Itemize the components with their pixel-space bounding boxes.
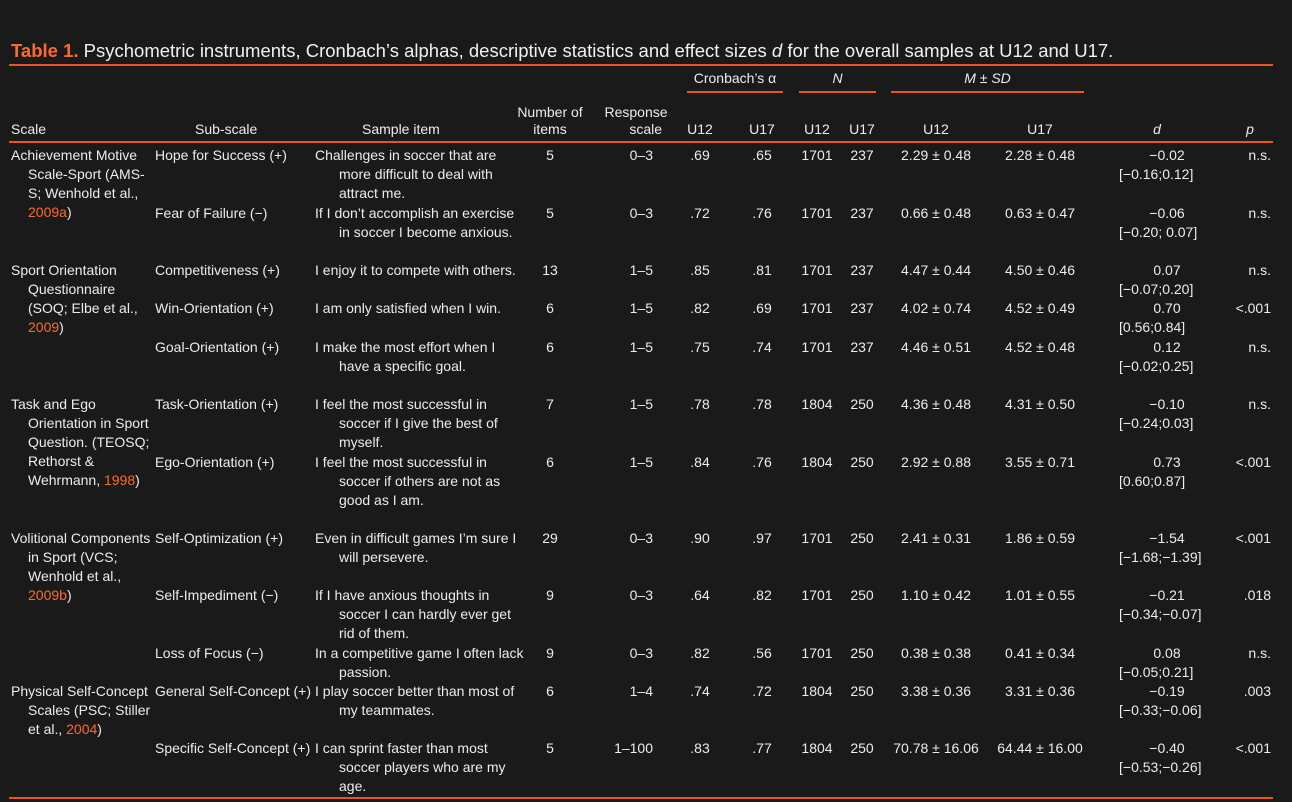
effect-size-cell <box>1112 204 1222 242</box>
scale-name: Physical Self-Concept Scales (PSC; Stiller et al., <box>11 683 151 737</box>
n-u12-cell: 1701 <box>801 530 833 546</box>
header-p: p <box>1246 121 1254 137</box>
number-of-items-cell: 5 <box>546 147 554 163</box>
scale-reference-link[interactable]: 2009a <box>28 204 67 220</box>
table-caption <box>11 40 1281 62</box>
alpha-u17-cell: .65 <box>752 147 772 163</box>
header-number-of-items-line1: Number of <box>517 104 583 120</box>
effect-size-cell <box>1112 338 1222 376</box>
m-sd-u12-cell: 4.02 ± 0.74 <box>901 300 971 316</box>
effect-size-d: −1.54 <box>1149 530 1185 546</box>
header-rule <box>9 141 1273 143</box>
response-scale-cell: 0–3 <box>629 205 653 221</box>
alpha-u17-cell: .76 <box>752 205 772 221</box>
n-u17-cell: 237 <box>850 205 874 221</box>
rule-m-sd <box>891 91 1084 93</box>
sample-item-cell: I feel the most successful in soccer if others are not as good as I am. <box>315 454 501 508</box>
effect-size-cell <box>1112 299 1222 337</box>
sample-item-cell: I feel the most successful in soccer if I give the best of myself. <box>315 396 498 450</box>
scale-cell-soq <box>11 261 156 337</box>
scale-name: Sport Orientation Questionnaire (SOQ; Elbe et al., <box>11 262 138 316</box>
m-sd-u12-cell: 2.41 ± 0.31 <box>901 530 971 546</box>
header-alpha-u17: U17 <box>749 121 775 137</box>
scale-cell-vcs <box>11 529 156 605</box>
number-of-items-cell: 13 <box>542 262 558 278</box>
header-subscale: Sub-scale <box>195 121 258 137</box>
alpha-u17-cell: .72 <box>752 683 772 699</box>
m-sd-u17-cell: 0.41 ± 0.34 <box>1005 645 1075 661</box>
m-sd-u17-cell: 4.52 ± 0.48 <box>1005 339 1075 355</box>
n-u12-cell: 1701 <box>801 147 833 163</box>
scale-name-tail: ) <box>59 319 64 335</box>
top-rule <box>9 64 1273 66</box>
m-sd-u17-cell: 64.44 ± 16.00 <box>997 740 1083 756</box>
effect-size-d: 0.12 <box>1153 339 1181 355</box>
subscale-cell: Loss of Focus (−) <box>155 645 264 661</box>
m-sd-u12-cell: 2.29 ± 0.48 <box>901 147 971 163</box>
number-of-items-cell: 9 <box>546 587 554 603</box>
effect-size-d: 0.73 <box>1153 454 1181 470</box>
alpha-u17-cell: .81 <box>752 262 772 278</box>
scale-name: Task and Ego Orientation in Sport Question. (TEOSQ; Rethorst & Wehrmann, <box>11 396 150 488</box>
response-scale-cell: 0–3 <box>629 147 653 163</box>
p-value-cell: .003 <box>1243 683 1271 699</box>
confidence-interval: [−0.33;−0.06] <box>1119 702 1202 718</box>
m-sd-u12-cell: 1.10 ± 0.42 <box>901 587 971 603</box>
alpha-u17-cell: .77 <box>752 740 772 756</box>
confidence-interval: [−0.24;0.03] <box>1119 415 1194 431</box>
effect-size-cell <box>1112 529 1222 567</box>
effect-size-d: −0.40 <box>1149 740 1185 756</box>
m-sd-u12-cell: 0.66 ± 0.48 <box>901 205 971 221</box>
sample-item-cell: If I have anxious thoughts in soccer I can hardly ever get rid of them. <box>315 587 511 641</box>
response-scale-cell: 0–3 <box>629 530 653 546</box>
p-value-cell: n.s. <box>1248 147 1271 163</box>
confidence-interval: [−0.07;0.20] <box>1119 281 1194 297</box>
effect-size-cell <box>1112 644 1222 682</box>
subscale-cell: Task-Orientation (+) <box>155 396 279 412</box>
header-cronbach-alpha: Cronbach’s α <box>693 70 777 86</box>
alpha-u17-cell: .82 <box>752 587 772 603</box>
p-value-cell: n.s. <box>1248 396 1271 412</box>
header-response-scale-line2: scale <box>629 121 662 137</box>
m-sd-u12-cell: 4.36 ± 0.48 <box>901 396 971 412</box>
confidence-interval: [−1.68;−1.39] <box>1119 549 1202 565</box>
subscale-cell: Fear of Failure (−) <box>155 205 268 221</box>
table-label: Table 1. <box>11 40 79 61</box>
n-u17-cell: 250 <box>850 683 874 699</box>
n-u12-cell: 1701 <box>801 645 833 661</box>
alpha-u17-cell: .76 <box>752 454 772 470</box>
scale-name-tail: ) <box>135 472 140 488</box>
alpha-u12-cell: .83 <box>690 740 710 756</box>
scale-name: Achievement Motive Scale-Sport (AMS-S; Wenhold et al., <box>11 147 145 201</box>
alpha-u12-cell: .72 <box>690 205 710 221</box>
sample-item-cell: If I don’t accomplish an exercise in soccer I become anxious. <box>315 205 515 240</box>
alpha-u12-cell: .85 <box>690 262 710 278</box>
effect-size-d: 0.70 <box>1153 300 1181 316</box>
alpha-u17-cell: .56 <box>752 645 772 661</box>
scale-cell-teosq <box>11 395 156 490</box>
m-sd-u17-cell: 0.63 ± 0.47 <box>1005 205 1075 221</box>
subscale-cell: Self-Optimization (+) <box>155 530 283 546</box>
header-response-scale <box>590 104 670 138</box>
sample-item-cell: Even in difficult games I’m sure I will persevere. <box>315 530 517 565</box>
number-of-items-cell: 6 <box>546 683 554 699</box>
p-value-cell: n.s. <box>1248 645 1271 661</box>
m-sd-u17-cell: 3.55 ± 0.71 <box>1005 454 1075 470</box>
n-u17-cell: 250 <box>850 587 874 603</box>
scale-name-tail: ) <box>97 721 102 737</box>
alpha-u12-cell: .64 <box>690 587 710 603</box>
m-sd-u12-cell: 4.47 ± 0.44 <box>901 262 971 278</box>
sample-item-cell: I play soccer better than most of my teammates. <box>315 683 515 718</box>
n-u12-cell: 1701 <box>801 339 833 355</box>
confidence-interval: [−0.02;0.25] <box>1119 358 1194 374</box>
alpha-u17-cell: .69 <box>752 300 772 316</box>
header-number-of-items <box>505 104 595 138</box>
n-u12-cell: 1804 <box>801 740 833 756</box>
p-value-cell: n.s. <box>1248 205 1271 221</box>
n-u17-cell: 237 <box>850 262 874 278</box>
effect-size-d: 0.08 <box>1153 645 1181 661</box>
alpha-u12-cell: .84 <box>690 454 710 470</box>
number-of-items-cell: 6 <box>546 300 554 316</box>
n-u17-cell: 237 <box>850 147 874 163</box>
effect-size-cell <box>1112 453 1222 491</box>
header-n-u12: U12 <box>804 121 830 137</box>
confidence-interval: [0.56;0.84] <box>1119 319 1186 335</box>
confidence-interval: [0.60;0.87] <box>1119 473 1186 489</box>
rule-cronbach-alpha <box>687 91 783 93</box>
subscale-cell: General Self-Concept (+) <box>155 683 312 699</box>
n-u12-cell: 1804 <box>801 396 833 412</box>
n-u12-cell: 1701 <box>801 205 833 221</box>
number-of-items-cell: 6 <box>546 454 554 470</box>
alpha-u12-cell: .82 <box>690 645 710 661</box>
subscale-cell: Self-Impediment (−) <box>155 587 279 603</box>
sample-item-cell: I enjoy it to compete with others. <box>315 262 516 278</box>
m-sd-u17-cell: 1.86 ± 0.59 <box>1005 530 1075 546</box>
response-scale-cell: 0–3 <box>629 645 653 661</box>
alpha-u17-cell: .74 <box>752 339 772 355</box>
bottom-rule <box>9 797 1273 799</box>
sample-item-cell: I make the most effort when I have a specific goal. <box>315 339 496 374</box>
effect-size-cell <box>1112 395 1222 433</box>
n-u12-cell: 1804 <box>801 683 833 699</box>
response-scale-cell: 1–4 <box>629 683 653 699</box>
effect-size-d: −0.02 <box>1149 147 1185 163</box>
n-u17-cell: 237 <box>850 300 874 316</box>
n-u17-cell: 250 <box>850 645 874 661</box>
scale-reference-link[interactable]: 1998 <box>104 472 136 488</box>
subscale-cell: Ego-Orientation (+) <box>155 454 275 470</box>
m-sd-u17-cell: 4.31 ± 0.50 <box>1005 396 1075 412</box>
effect-size-d: −0.10 <box>1149 396 1185 412</box>
effect-size-cell <box>1112 261 1222 299</box>
p-value-cell: <.001 <box>1235 530 1271 546</box>
n-u12-cell: 1701 <box>801 587 833 603</box>
m-sd-u17-cell: 4.50 ± 0.46 <box>1005 262 1075 278</box>
header-scale: Scale <box>11 121 47 137</box>
caption-text-after: for the overall samples at U12 and U17. <box>787 40 1114 61</box>
n-u12-cell: 1804 <box>801 454 833 470</box>
subscale-cell: Win-Orientation (+) <box>155 300 274 316</box>
subscale-cell: Competitiveness (+) <box>155 262 280 278</box>
caption-d: d <box>771 40 783 61</box>
alpha-u12-cell: .82 <box>690 300 710 316</box>
alpha-u17-cell: .78 <box>752 396 772 412</box>
p-value-cell: <.001 <box>1235 740 1271 756</box>
number-of-items-cell: 9 <box>546 645 554 661</box>
scale-cell-psc <box>11 682 156 739</box>
scale-name: Volitional Components in Sport (VCS; Wenhold et al., <box>11 530 151 584</box>
sample-item-cell: Challenges in soccer that are more difficult to deal with attract me. <box>315 147 497 201</box>
alpha-u12-cell: .74 <box>690 683 710 699</box>
n-u17-cell: 250 <box>850 396 874 412</box>
m-sd-u12-cell: 70.78 ± 16.06 <box>893 740 979 756</box>
header-sample-item: Sample item <box>362 121 440 137</box>
subscale-cell: Hope for Success (+) <box>155 147 287 163</box>
sample-item-cell: I am only satisfied when I win. <box>315 300 501 316</box>
number-of-items-cell: 6 <box>546 339 554 355</box>
alpha-u12-cell: .75 <box>690 339 710 355</box>
header-m-sd: M ± SD <box>964 70 1011 86</box>
p-value-cell: <.001 <box>1235 454 1271 470</box>
confidence-interval: [−0.53;−0.26] <box>1119 759 1202 775</box>
n-u17-cell: 237 <box>850 339 874 355</box>
caption-text-before: Psychometric instruments, Cronbach’s alphas, descriptive statistics and effect sizes <box>83 40 767 61</box>
effect-size-d: −0.21 <box>1149 587 1185 603</box>
subscale-cell: Goal-Orientation (+) <box>155 339 280 355</box>
n-u17-cell: 250 <box>850 530 874 546</box>
m-sd-u12-cell: 0.38 ± 0.38 <box>901 645 971 661</box>
confidence-interval: [−0.16;0.12] <box>1119 166 1194 182</box>
alpha-u17-cell: .97 <box>752 530 772 546</box>
sample-item-cell: In a competitive game I often lack passion. <box>315 645 524 680</box>
effect-size-d: 0.07 <box>1153 262 1181 278</box>
p-value-cell: n.s. <box>1248 339 1271 355</box>
scale-cell-ams <box>11 146 156 222</box>
header-n: N <box>832 70 843 86</box>
m-sd-u17-cell: 1.01 ± 0.55 <box>1005 587 1075 603</box>
sample-item-cell: I can sprint faster than most soccer players who are my age. <box>315 740 506 794</box>
confidence-interval: [−0.20; 0.07] <box>1119 224 1198 240</box>
effect-size-cell <box>1112 586 1222 624</box>
response-scale-cell: 1–5 <box>629 339 653 355</box>
number-of-items-cell: 29 <box>542 530 558 546</box>
effect-size-cell <box>1112 739 1222 777</box>
effect-size-d: −0.19 <box>1149 683 1185 699</box>
response-scale-cell: 0–3 <box>629 587 653 603</box>
scale-name-tail: ) <box>66 204 72 220</box>
header-m-u17: U17 <box>1027 121 1053 137</box>
confidence-interval: [−0.05;0.21] <box>1119 664 1194 680</box>
p-value-cell: <.001 <box>1235 300 1271 316</box>
confidence-interval: [−0.34;−0.07] <box>1119 606 1202 622</box>
m-sd-u17-cell: 2.28 ± 0.48 <box>1005 147 1075 163</box>
m-sd-u17-cell: 4.52 ± 0.49 <box>1005 300 1075 316</box>
number-of-items-cell: 5 <box>546 740 554 756</box>
number-of-items-cell: 7 <box>546 396 554 412</box>
header-response-scale-line1: Response <box>604 104 668 120</box>
rule-n <box>799 91 876 93</box>
response-scale-cell: 1–5 <box>629 300 653 316</box>
p-value-cell: .018 <box>1243 587 1271 603</box>
n-u12-cell: 1701 <box>801 300 833 316</box>
alpha-u12-cell: .69 <box>690 147 710 163</box>
effect-size-d: −0.06 <box>1149 205 1185 221</box>
subscale-cell: Specific Self-Concept (+) <box>155 740 311 756</box>
response-scale-cell: 1–5 <box>629 454 653 470</box>
header-n-u17: U17 <box>849 121 875 137</box>
header-number-of-items-line2: items <box>533 121 567 137</box>
response-scale-cell: 1–5 <box>629 396 653 412</box>
m-sd-u12-cell: 3.38 ± 0.36 <box>901 683 971 699</box>
number-of-items-cell: 5 <box>546 205 554 221</box>
alpha-u12-cell: .78 <box>690 396 710 412</box>
scale-reference-link[interactable]: 2004 <box>66 721 98 737</box>
effect-size-cell <box>1112 146 1222 184</box>
response-scale-cell: 1–100 <box>614 740 653 756</box>
header-alpha-u12: U12 <box>687 121 713 137</box>
m-sd-u12-cell: 2.92 ± 0.88 <box>901 454 971 470</box>
scale-reference-link[interactable]: 2009b <box>28 587 67 603</box>
header-m-u12: U12 <box>923 121 949 137</box>
n-u17-cell: 250 <box>850 740 874 756</box>
m-sd-u17-cell: 3.31 ± 0.36 <box>1005 683 1075 699</box>
alpha-u12-cell: .90 <box>690 530 710 546</box>
response-scale-cell: 1–5 <box>629 262 653 278</box>
m-sd-u12-cell: 4.46 ± 0.51 <box>901 339 971 355</box>
n-u17-cell: 250 <box>850 454 874 470</box>
header-d: d <box>1153 121 1161 137</box>
scale-reference-link[interactable]: 2009 <box>28 319 60 335</box>
n-u12-cell: 1701 <box>801 262 833 278</box>
scale-name-tail: ) <box>66 587 72 603</box>
p-value-cell: n.s. <box>1248 262 1271 278</box>
effect-size-cell <box>1112 682 1222 720</box>
